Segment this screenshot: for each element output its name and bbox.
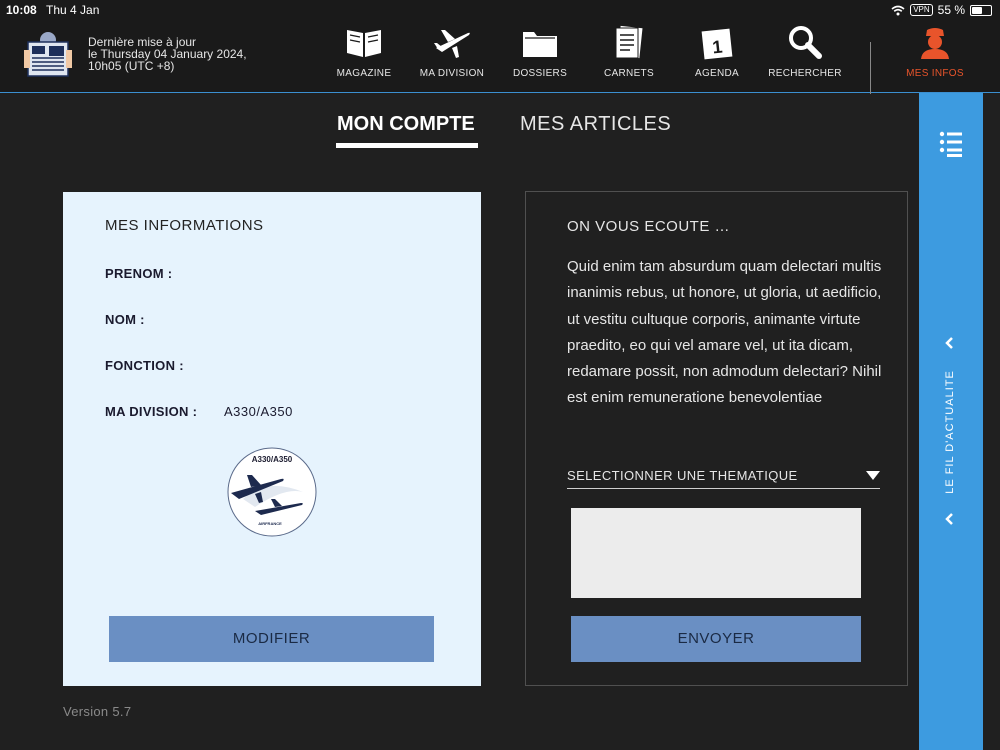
battery-percent: 55 %: [937, 3, 965, 17]
news-feed-label: LE FIL D'ACTUALITE: [944, 370, 956, 494]
notebook-icon: [609, 22, 649, 62]
vpn-badge: VPN: [910, 4, 932, 16]
division-label: MA DIVISION :: [105, 404, 198, 419]
contact-panel-text: Quid enim tam absurdum quam delectari multis inanimis rebus, ut honore, ut gloria, ut aedificio, ut vestitu cultuque corporis, animante virtute praedito, eo qui vel amare vel, ut ita dicam, redamare possit, non admodum delectari? Nihil est enim remuneratione benevolentiae: [567, 258, 882, 407]
status-time: 10:08: [6, 3, 37, 17]
calendar-icon: [697, 22, 737, 62]
contact-panel-title: ON VOUS ECOUTE …: [567, 218, 731, 235]
user-icon: [915, 22, 955, 62]
nav-label: RECHERCHER: [768, 68, 842, 79]
nav-label: DOSSIERS: [512, 68, 568, 79]
update-line-3: 10h05 (UTC +8): [88, 59, 175, 73]
send-button[interactable]: ENVOYER: [571, 616, 861, 662]
nav-dossiers[interactable]: [500, 22, 580, 88]
status-indicators: [891, 3, 992, 17]
battery-icon: [970, 5, 992, 16]
app-header: [0, 20, 1000, 93]
airplane-icon: [432, 22, 472, 62]
folder-icon: [520, 22, 560, 62]
update-line-1: Dernière mise à jour: [88, 35, 197, 49]
thematique-select-label: SELECTIONNER UNE THEMATIQUE: [567, 468, 798, 483]
wifi-icon: [891, 5, 905, 16]
nav-agenda[interactable]: [677, 22, 757, 88]
nav-carnets[interactable]: [589, 22, 669, 88]
chevron-left-icon: [943, 512, 957, 526]
nom-label: NOM :: [105, 312, 145, 327]
calendar-day: 1: [711, 36, 724, 58]
division-badge: [225, 447, 319, 537]
status-date: Thu 4 Jan: [46, 3, 100, 17]
nav-ma-division[interactable]: [412, 22, 492, 88]
prenom-label: PRENOM :: [105, 266, 173, 281]
nav-rechercher[interactable]: [765, 22, 845, 88]
badge-division-text: A330/A350: [251, 455, 293, 464]
division-value: A330/A350: [224, 404, 293, 419]
nav-label: CARNETS: [604, 68, 654, 79]
info-panel-title: MES INFORMATIONS: [105, 217, 264, 234]
screen-edge: [983, 93, 1000, 750]
contact-panel: [525, 191, 908, 686]
search-icon: [785, 22, 825, 62]
caret-down-icon: [866, 471, 880, 480]
nav-label: MES INFOS: [906, 68, 964, 79]
chevron-left-icon: [943, 336, 957, 350]
nav-label: MA DIVISION: [419, 68, 485, 79]
list-icon: [939, 131, 963, 157]
badge-brand-text: AIRFRANCE: [258, 521, 282, 526]
nav-magazine[interactable]: [324, 22, 404, 88]
newspaper-logo-icon[interactable]: [22, 28, 74, 80]
update-line-2: le Thursday 04 January 2024,: [88, 47, 247, 61]
fonction-label: FONCTION :: [105, 358, 184, 373]
news-feed-drawer[interactable]: [919, 93, 983, 750]
info-panel: [63, 192, 481, 686]
nav-label: AGENDA: [694, 68, 740, 79]
app-version: Version 5.7: [63, 704, 132, 719]
nav-mes-infos[interactable]: [895, 22, 975, 88]
modify-button[interactable]: MODIFIER: [109, 616, 434, 662]
battery-fill: [972, 7, 982, 14]
nav-label: MAGAZINE: [336, 68, 392, 79]
last-update-info: [88, 36, 247, 72]
thematique-select[interactable]: [567, 462, 880, 489]
book-icon: [344, 22, 384, 62]
status-bar: [0, 0, 1000, 20]
active-tab-indicator: [336, 143, 478, 148]
nav-divider: [870, 42, 871, 94]
tab-mes-articles[interactable]: MES ARTICLES: [520, 113, 672, 135]
tab-mon-compte[interactable]: MON COMPTE: [337, 113, 475, 135]
message-input[interactable]: [571, 508, 861, 598]
